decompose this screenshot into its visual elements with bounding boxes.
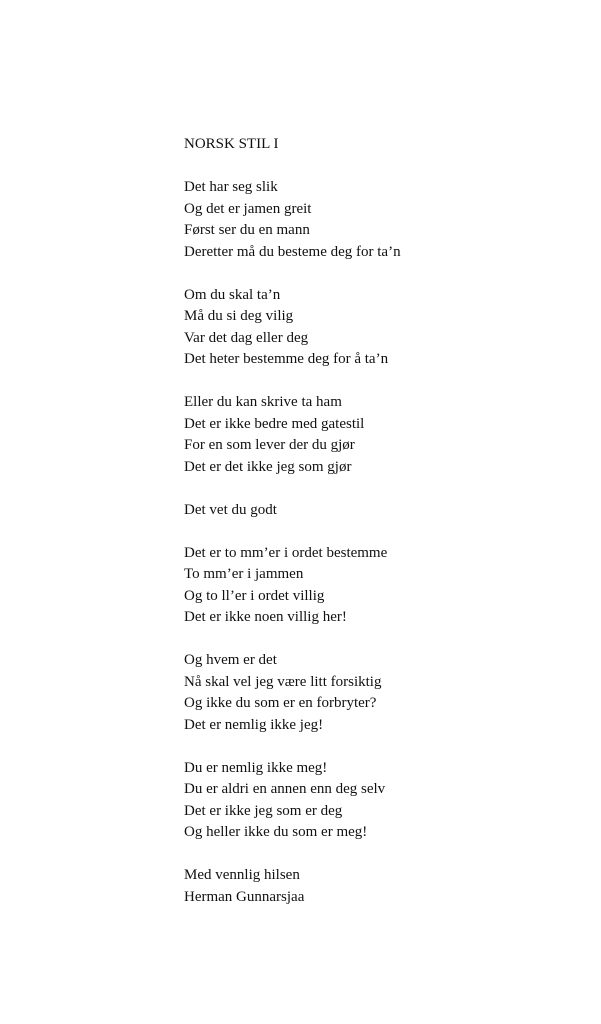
poem-line: Eller du kan skrive ta ham <box>184 394 342 410</box>
poem-line: Det er to mm’er i ordet bestemme <box>184 544 388 561</box>
poem-line: Det er nemlig ikke jeg! <box>184 716 324 733</box>
poem-body <box>184 134 584 908</box>
stanza-6 <box>184 650 584 736</box>
blank-line <box>184 736 584 758</box>
poem-line: Deretter må du besteme deg for ta’n <box>184 243 401 260</box>
blank-line <box>184 844 584 866</box>
poem-line: Det er det ikke jeg som gjør <box>184 458 352 475</box>
author-name: Herman Gunnarsjaa <box>184 888 305 905</box>
poem-line: Og heller ikke du som er meg! <box>184 824 368 840</box>
poem-line: Og to ll’er i ordet villig <box>184 587 325 604</box>
poem-line: Var det dag eller deg <box>184 329 309 346</box>
poem-line: Først ser du en mann <box>184 222 310 238</box>
stanza-4 <box>184 500 584 522</box>
blank-line <box>184 521 584 543</box>
stanza-2 <box>184 285 584 371</box>
blank-line <box>184 156 584 178</box>
blank-line <box>184 478 584 500</box>
poem-line: Det er ikke jeg som er deg <box>184 802 343 819</box>
poem-line: Det heter bestemme deg for å ta’n <box>184 351 389 367</box>
poem-line: Du er nemlig ikke meg! <box>184 759 328 776</box>
poem-line: Det er ikke noen villig her! <box>184 609 347 625</box>
stanza-7 <box>184 758 584 844</box>
blank-line <box>184 371 584 393</box>
signature-block <box>184 865 584 908</box>
stanza-1 <box>184 177 584 263</box>
blank-line <box>184 263 584 285</box>
poem-line: Og hvem er det <box>184 652 277 668</box>
poem-line: Du er aldri en annen enn deg selv <box>184 781 386 797</box>
poem-line: To mm’er i jammen <box>184 566 304 582</box>
poem-line: Må du si deg vilig <box>184 308 294 324</box>
poem-title: NORSK STIL I <box>184 136 279 152</box>
poem-line: Om du skal ta’n <box>184 286 281 303</box>
stanza-3 <box>184 392 584 478</box>
stanza-5 <box>184 543 584 629</box>
closing-line: Med vennlig hilsen <box>184 867 300 883</box>
poem-line: For en som lever der du gjør <box>184 437 355 453</box>
poem-line: Og ikke du som er en forbryter? <box>184 695 377 711</box>
poem-line: Det er ikke bedre med gatestil <box>184 415 365 432</box>
poem-line: Det har seg slik <box>184 179 278 195</box>
blank-line <box>184 629 584 651</box>
poem-line: Og det er jamen greit <box>184 200 312 217</box>
poem-line: Det vet du godt <box>184 501 277 518</box>
poem-line: Nå skal vel jeg være litt forsiktig <box>184 673 382 690</box>
